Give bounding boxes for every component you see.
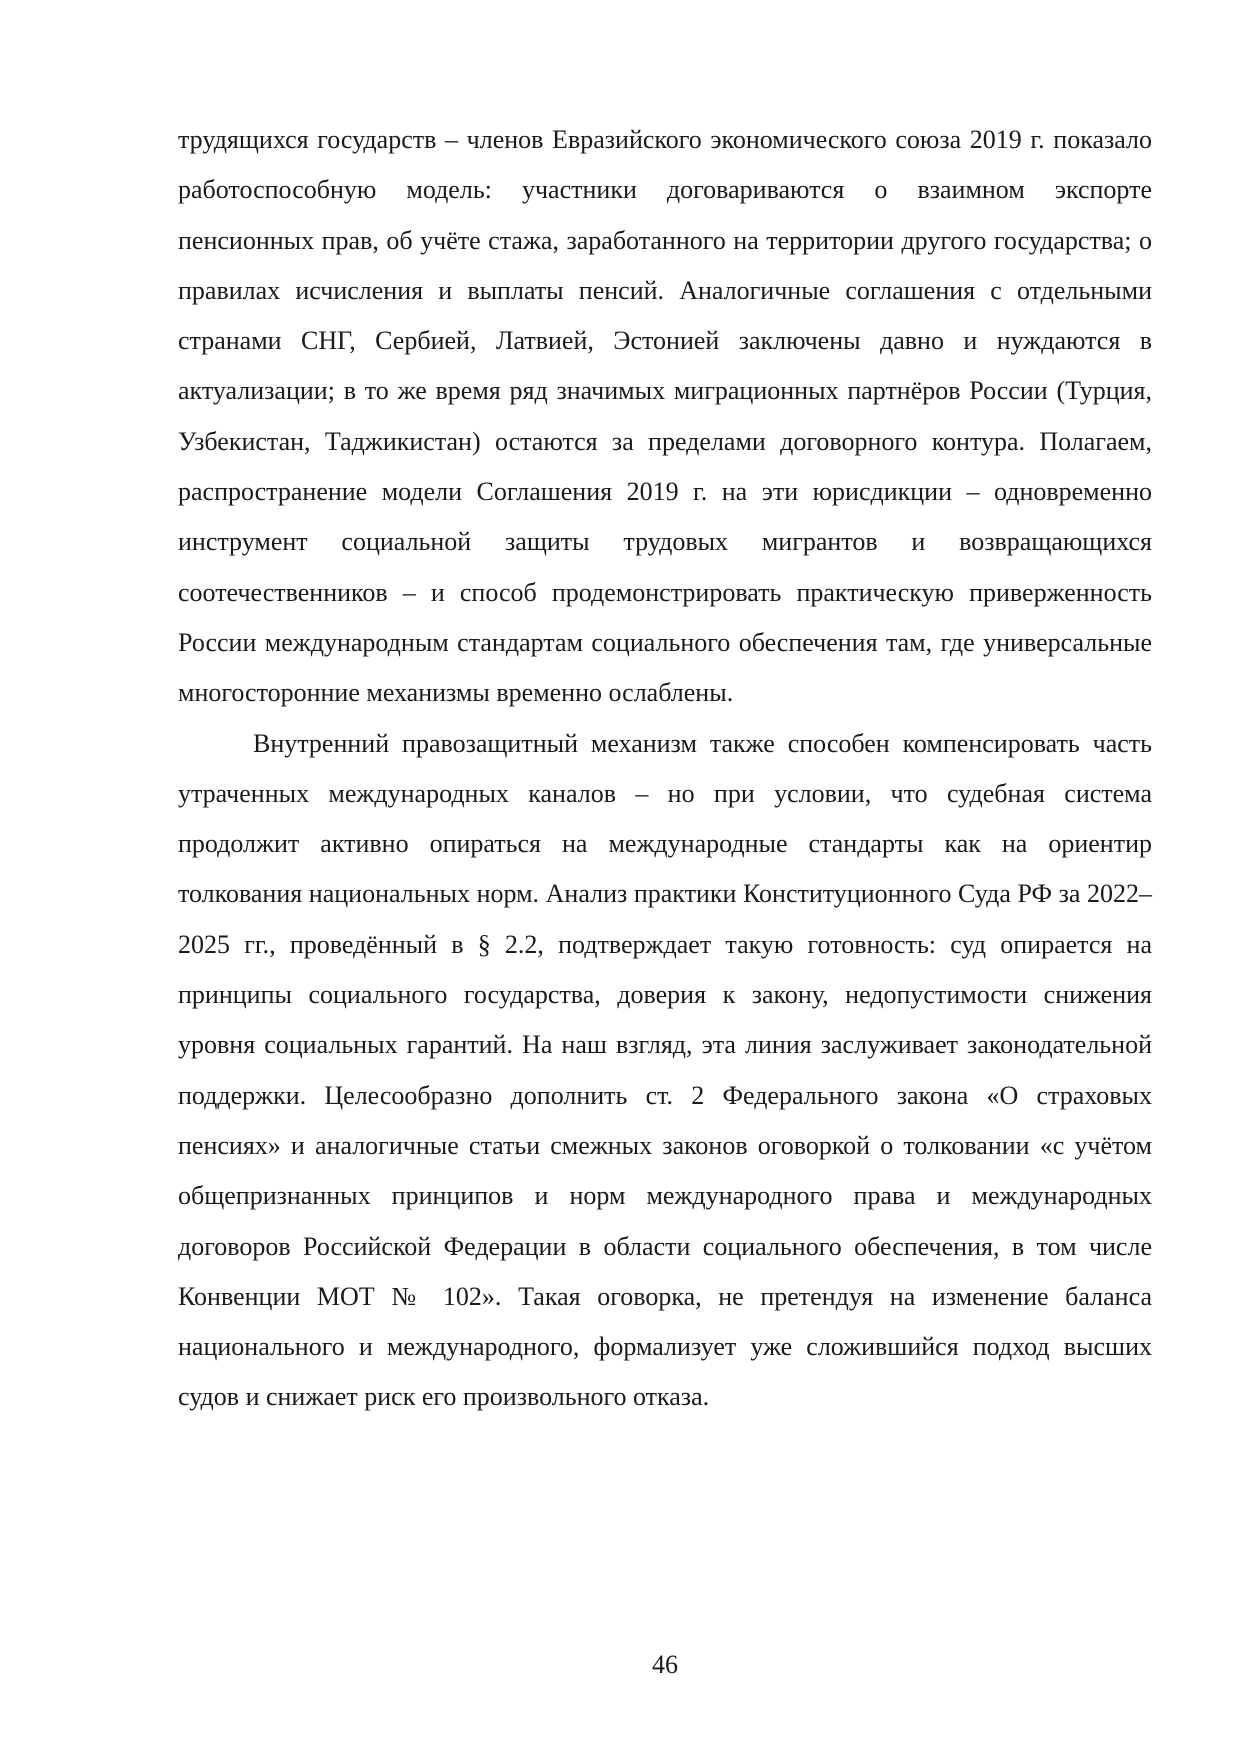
body-text (178, 115, 1152, 1423)
page-number: 46 (652, 1650, 678, 1679)
paragraph-2: Внутренний правозащитный механизм также способен компенсировать часть утраченных международных каналов – но при условии, что судебная система продолжит активно опираться на международные стандарты как на ориентир толкования национальных норм. Анализ практики Конституционного Суда РФ за 2022–2025 гг., проведённый в § 2.2, подтверждает такую готовность: суд опирается на принципы социального государства, доверия к закону, недопустимости снижения уровня социальных гарантий. На наш взгляд, эта линия заслуживает законодательной поддержки. Целесообразно дополнить ст. 2 Федерального закона «О страховых пенсиях» и аналогичные статьи смежных законов оговоркой о толковании «с учётом общепризнанных принципов и норм международного права и международных договоров Российской Федерации в области социального обеспечения, в том числе Конвенции МОТ № 102». Такая оговорка, не претендуя на изменение баланса национального и международного, формализует уже сложившийся подход высших судов и снижает риск его произвольного отказа. (178, 728, 1152, 1412)
paragraph-1: трудящихся государств – членов Евразийского экономического союза 2019 г. показало работоспособную модель: участники договариваются о взаимном экспорте пенсионных прав, об учёте стажа, заработанного на территории другого государства; о правилах исчисления и выплаты пенсий. Аналогичные соглашения с отдельными странами СНГ, Сербией, Латвией, Эстонией заключены давно и нуждаются в актуализации; в то же время ряд значимых миграционных партнёров России (Турция, Узбекистан, Таджикистан) остаются за пределами договорного контура. Полагаем, распространение модели Соглашения 2019 г. на эти юрисдикции – одновременно инструмент социальной защиты трудовых мигрантов и возвращающихся соотечественников – и способ продемонстрировать практическую приверженность России международным стандартам социального обеспечения там, где универсальные многосторонние механизмы временно ослаблены. (178, 125, 1152, 708)
